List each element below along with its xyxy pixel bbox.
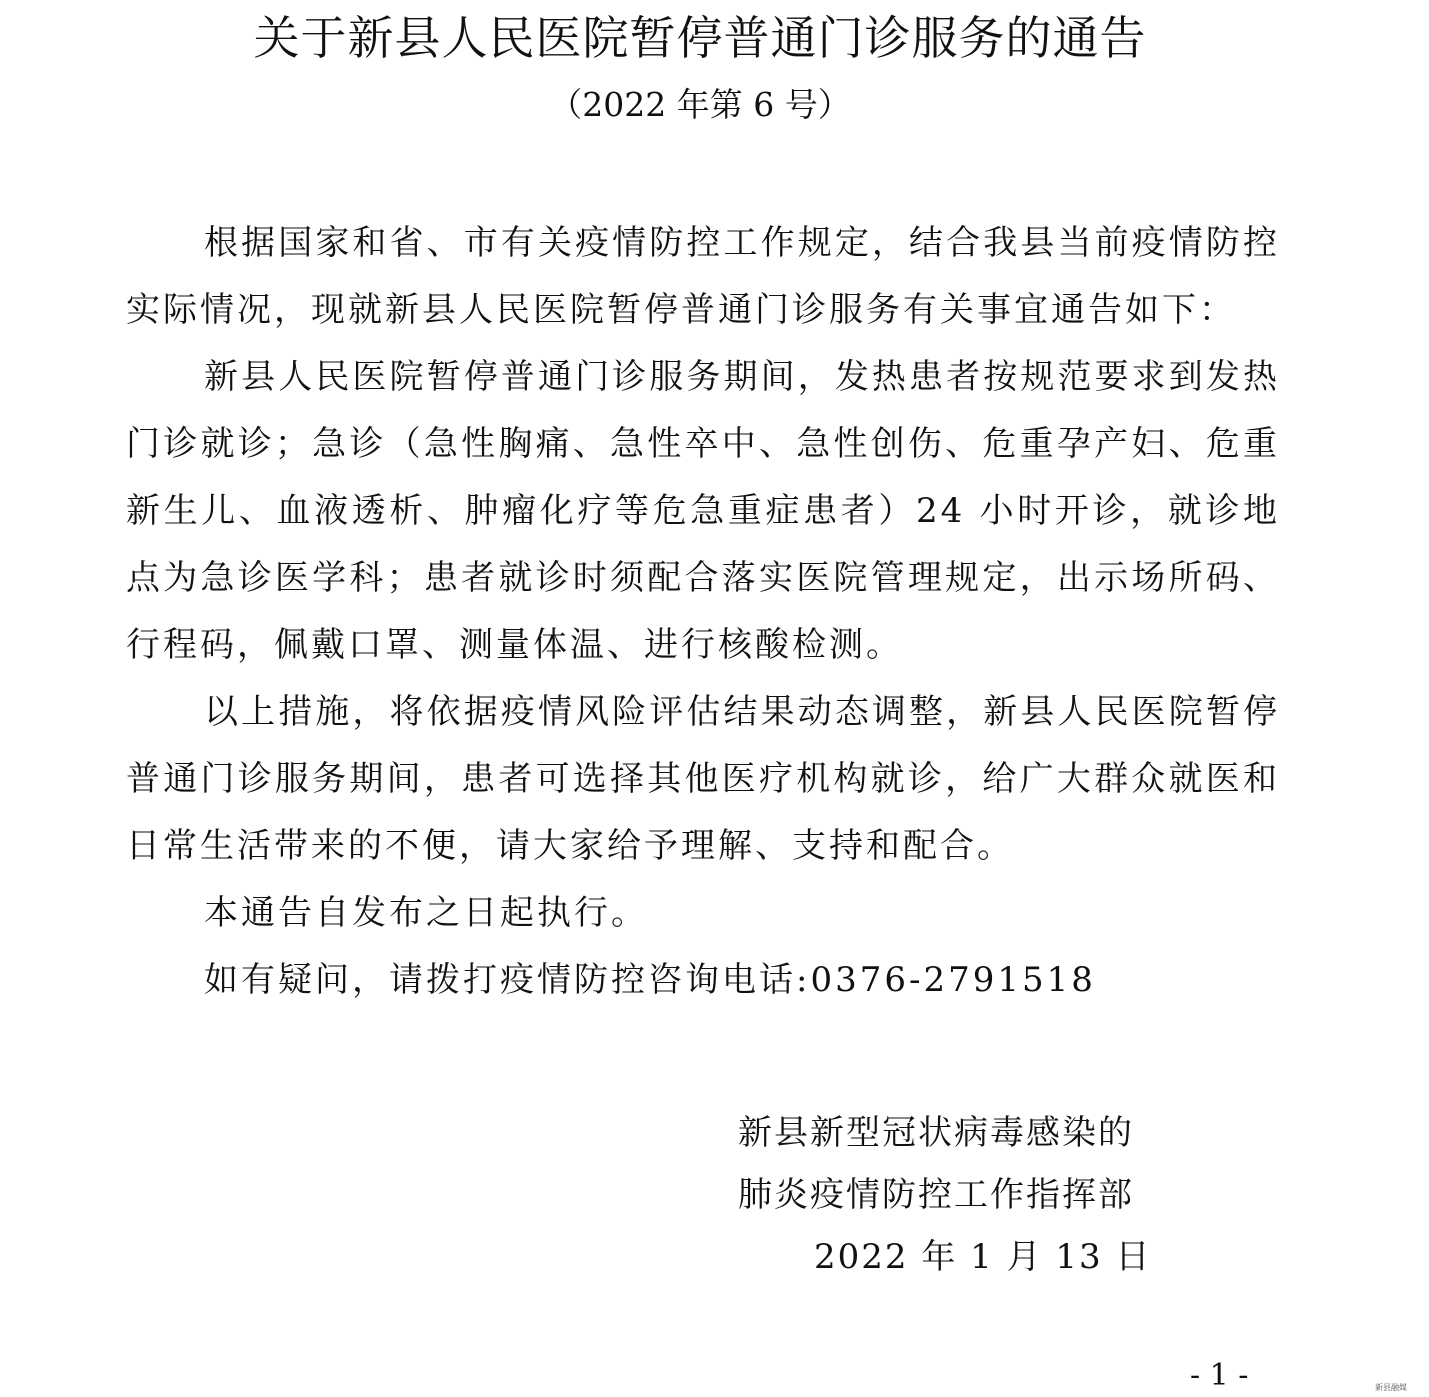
signature-org-line1: 新县新型冠状病毒感染的 (738, 1113, 1134, 1153)
watermark: 新县融媒 (1375, 1383, 1407, 1392)
document-body (126, 210, 1280, 1014)
document-title: 关于新县人民医院暂停普通门诊服务的通告 (253, 11, 1147, 65)
paragraph-contact: 如有疑问，请拨打疫情防控咨询电话:0376-2791518 (204, 960, 1096, 1000)
document-number: （2022 年第 6 号） (549, 85, 851, 124)
signature-block (738, 1102, 1151, 1288)
signature-org-line2: 肺炎疫情防控工作指挥部 (738, 1175, 1134, 1215)
page-number: - 1 - (1190, 1358, 1249, 1393)
paragraph-outpatient-arrangement: 新县人民医院暂停普通门诊服务期间，发热患者按规范要求到发热门诊就诊；急诊（急性胸痛、急性卒中、急性创伤、危重孕产妇、危重新生儿、血液透析、肿瘤化疗等危急重症患者）24 小时开诊，就诊地点为急诊医学科；患者就诊时须配合落实医院管理规定，出示场所码、行程码，佩戴口罩、测量体温、进行核酸检测。 (126, 357, 1280, 665)
paragraph-effective-date: 本通告自发布之日起执行。 (204, 893, 648, 933)
paragraph-intro: 根据国家和省、市有关疫情防控工作规定，结合我县当前疫情防控实际情况，现就新县人民医院暂停普通门诊服务有关事宜通告如下： (126, 223, 1280, 330)
paragraph-adjustment: 以上措施，将依据疫情风险评估结果动态调整，新县人民医院暂停普通门诊服务期间，患者可选择其他医疗机构就诊，给广大群众就医和日常生活带来的不便，请大家给予理解、支持和配合。 (126, 692, 1280, 866)
signature-date: 2022 年 1 月 13 日 (814, 1237, 1152, 1277)
